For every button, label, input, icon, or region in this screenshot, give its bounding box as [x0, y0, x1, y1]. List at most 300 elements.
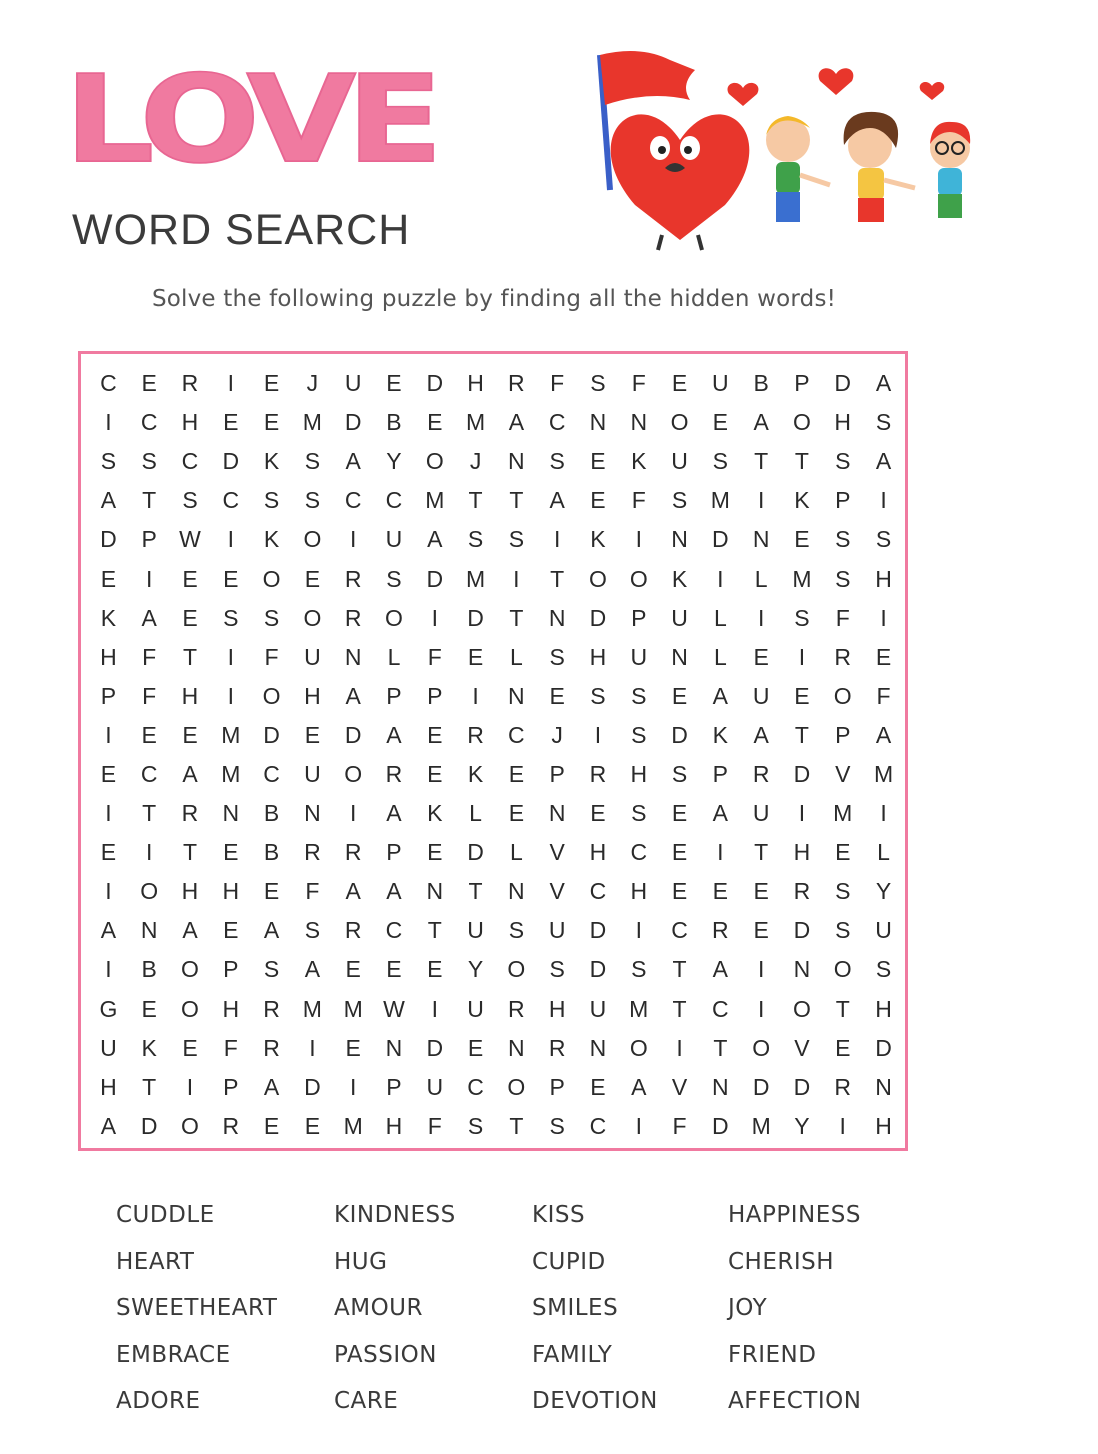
grid-cell[interactable]: V — [794, 1034, 810, 1061]
grid-cell[interactable]: D — [589, 956, 607, 983]
grid-cell[interactable]: D — [712, 1112, 729, 1139]
grid-cell[interactable]: E — [263, 370, 280, 397]
grid-cell[interactable]: I — [349, 800, 357, 827]
grid-cell[interactable]: A — [508, 409, 525, 436]
grid-cell[interactable]: P — [835, 487, 851, 514]
grid-cell[interactable]: N — [140, 917, 158, 944]
grid-cell[interactable]: D — [304, 1073, 321, 1100]
grid-cell[interactable]: B — [141, 956, 157, 983]
grid-cell[interactable]: S — [631, 800, 647, 827]
grid-cell[interactable]: R — [589, 760, 607, 787]
grid-cell[interactable]: S — [671, 487, 688, 514]
grid-cell[interactable]: N — [426, 878, 444, 905]
grid-cell[interactable]: K — [141, 1034, 157, 1061]
grid-cell[interactable]: C — [222, 487, 240, 514]
grid-cell[interactable]: I — [757, 487, 765, 514]
grid-cell[interactable]: I — [513, 565, 520, 592]
grid-cell[interactable]: T — [754, 448, 769, 475]
grid-cell[interactable]: C — [548, 409, 566, 436]
grid-cell[interactable]: C — [344, 487, 362, 514]
grid-cell[interactable]: D — [793, 1073, 811, 1100]
grid-cell[interactable]: A — [712, 682, 729, 709]
grid-cell[interactable]: N — [548, 604, 566, 631]
grid-cell[interactable]: S — [223, 604, 239, 631]
grid-cell[interactable]: C — [385, 487, 403, 514]
grid-cell[interactable]: I — [757, 956, 765, 983]
grid-cell[interactable]: H — [181, 878, 199, 905]
grid-cell[interactable]: F — [427, 643, 442, 670]
grid-cell[interactable]: P — [794, 370, 810, 397]
grid-cell[interactable]: M — [221, 760, 241, 787]
grid-cell[interactable]: O — [793, 409, 811, 436]
grid-cell[interactable]: N — [671, 526, 688, 553]
grid-cell[interactable]: B — [263, 839, 280, 866]
grid-cell[interactable]: R — [222, 1112, 240, 1139]
grid-cell[interactable]: E — [304, 565, 321, 592]
grid-cell[interactable]: S — [263, 956, 280, 983]
grid-cell[interactable]: U — [467, 917, 484, 944]
grid-cell[interactable]: E — [671, 370, 688, 397]
grid-cell[interactable]: H — [630, 878, 648, 905]
grid-cell[interactable]: O — [181, 956, 199, 983]
grid-cell[interactable]: K — [712, 721, 729, 748]
grid-cell[interactable]: T — [713, 1034, 728, 1061]
grid-cell[interactable]: E — [590, 1073, 606, 1100]
grid-cell[interactable]: E — [304, 1112, 321, 1139]
grid-cell[interactable]: T — [468, 487, 483, 514]
grid-cell[interactable]: A — [753, 721, 769, 748]
grid-cell[interactable]: E — [835, 839, 851, 866]
grid-cell[interactable]: E — [671, 839, 688, 866]
grid-cell[interactable]: L — [509, 839, 523, 866]
grid-cell[interactable]: S — [835, 565, 851, 592]
grid-cell[interactable]: S — [590, 682, 606, 709]
grid-cell[interactable]: C — [630, 839, 648, 866]
grid-cell[interactable]: K — [794, 487, 810, 514]
grid-cell[interactable]: S — [304, 917, 321, 944]
grid-cell[interactable]: C — [671, 917, 688, 944]
grid-cell[interactable]: U — [304, 760, 321, 787]
grid-cell[interactable]: I — [553, 526, 561, 553]
grid-cell[interactable]: P — [141, 526, 157, 553]
grid-cell[interactable]: C — [589, 878, 607, 905]
grid-cell[interactable]: I — [105, 721, 112, 748]
grid-cell[interactable]: S — [182, 487, 198, 514]
grid-cell[interactable]: T — [509, 1112, 524, 1139]
grid-cell[interactable]: O — [629, 1034, 648, 1061]
grid-cell[interactable]: P — [100, 682, 117, 709]
grid-cell[interactable]: H — [589, 839, 607, 866]
grid-cell[interactable]: O — [629, 565, 648, 592]
grid-cell[interactable]: A — [386, 721, 402, 748]
grid-cell[interactable]: E — [753, 878, 769, 905]
grid-cell[interactable]: F — [142, 682, 157, 709]
grid-cell[interactable]: R — [548, 1034, 566, 1061]
grid-cell[interactable]: L — [877, 839, 890, 866]
grid-cell[interactable]: O — [793, 995, 811, 1022]
grid-cell[interactable]: T — [182, 643, 198, 670]
grid-cell[interactable]: R — [834, 1073, 852, 1100]
grid-cell[interactable]: R — [181, 370, 199, 397]
grid-cell[interactable]: A — [100, 917, 117, 944]
grid-cell[interactable]: S — [835, 917, 851, 944]
grid-cell[interactable]: C — [589, 1112, 607, 1139]
grid-cell[interactable]: N — [875, 1073, 892, 1100]
grid-cell[interactable]: A — [386, 800, 402, 827]
grid-cell[interactable]: Y — [794, 1112, 810, 1139]
grid-cell[interactable]: F — [142, 643, 157, 670]
grid-cell[interactable]: P — [549, 1073, 565, 1100]
grid-cell[interactable]: S — [386, 565, 402, 592]
grid-cell[interactable]: E — [427, 839, 443, 866]
grid-cell[interactable]: O — [181, 1112, 199, 1139]
grid-cell[interactable]: R — [467, 721, 484, 748]
grid-cell[interactable]: I — [839, 1112, 846, 1139]
grid-cell[interactable]: V — [671, 1073, 688, 1100]
grid-cell[interactable]: O — [262, 565, 281, 592]
grid-cell[interactable]: U — [752, 800, 770, 827]
grid-cell[interactable]: D — [671, 721, 688, 748]
grid-cell[interactable]: U — [752, 682, 770, 709]
grid-cell[interactable]: P — [631, 604, 647, 631]
grid-cell[interactable]: M — [343, 1112, 363, 1139]
grid-cell[interactable]: E — [100, 565, 117, 592]
grid-cell[interactable]: P — [386, 1073, 402, 1100]
grid-cell[interactable]: K — [263, 526, 280, 553]
grid-cell[interactable]: I — [431, 995, 438, 1022]
grid-cell[interactable]: M — [792, 565, 812, 592]
grid-cell[interactable]: T — [754, 839, 769, 866]
grid-cell[interactable]: E — [671, 800, 688, 827]
grid-cell[interactable]: N — [508, 448, 525, 475]
grid-cell[interactable]: H — [467, 370, 484, 397]
grid-cell[interactable]: G — [99, 995, 118, 1022]
grid-cell[interactable]: C — [140, 409, 158, 436]
grid-cell[interactable]: H — [834, 409, 852, 436]
grid-cell[interactable]: E — [794, 682, 810, 709]
grid-cell[interactable]: K — [590, 526, 606, 553]
grid-cell[interactable]: P — [386, 839, 402, 866]
grid-cell[interactable]: A — [263, 1073, 280, 1100]
grid-cell[interactable]: F — [264, 643, 279, 670]
grid-cell[interactable]: E — [182, 721, 198, 748]
grid-cell[interactable]: S — [467, 526, 484, 553]
grid-cell[interactable]: O — [752, 1034, 771, 1061]
grid-cell[interactable]: F — [631, 487, 646, 514]
grid-cell[interactable]: H — [589, 643, 607, 670]
grid-cell[interactable]: I — [717, 839, 724, 866]
grid-cell[interactable]: H — [385, 1112, 403, 1139]
grid-cell[interactable]: O — [344, 760, 363, 787]
grid-cell[interactable]: L — [469, 800, 482, 827]
grid-cell[interactable]: D — [344, 721, 362, 748]
grid-cell[interactable]: I — [798, 643, 806, 670]
grid-cell[interactable]: I — [227, 526, 234, 553]
grid-cell[interactable]: I — [146, 839, 153, 866]
grid-cell[interactable]: T — [142, 487, 157, 514]
grid-cell[interactable]: J — [469, 448, 482, 475]
grid-cell[interactable]: S — [712, 448, 729, 475]
grid-cell[interactable]: O — [589, 565, 607, 592]
grid-cell[interactable]: E — [671, 878, 688, 905]
grid-cell[interactable]: U — [304, 643, 321, 670]
grid-cell[interactable]: I — [349, 1073, 357, 1100]
grid-cell[interactable]: Y — [386, 448, 402, 475]
grid-cell[interactable]: R — [752, 760, 770, 787]
grid-cell[interactable]: H — [222, 995, 240, 1022]
grid-cell[interactable]: I — [717, 565, 724, 592]
grid-cell[interactable]: D — [589, 604, 607, 631]
grid-cell[interactable]: M — [710, 487, 730, 514]
grid-cell[interactable]: E — [100, 839, 117, 866]
grid-cell[interactable]: N — [508, 1034, 525, 1061]
grid-cell[interactable]: H — [548, 995, 566, 1022]
grid-cell[interactable]: A — [712, 800, 729, 827]
grid-cell[interactable]: D — [752, 1073, 770, 1100]
grid-cell[interactable]: I — [146, 565, 153, 592]
grid-cell[interactable]: O — [833, 956, 852, 983]
grid-cell[interactable]: K — [100, 604, 117, 631]
grid-cell[interactable]: I — [594, 721, 602, 748]
grid-cell[interactable]: P — [223, 1073, 239, 1100]
grid-cell[interactable]: M — [873, 760, 894, 787]
grid-cell[interactable]: I — [105, 956, 112, 983]
grid-cell[interactable]: H — [793, 839, 811, 866]
grid-cell[interactable]: R — [344, 839, 362, 866]
grid-cell[interactable]: O — [425, 448, 444, 475]
grid-cell[interactable]: N — [630, 409, 648, 436]
grid-cell[interactable]: I — [635, 526, 642, 553]
grid-cell[interactable]: E — [835, 1034, 851, 1061]
grid-cell[interactable]: S — [508, 917, 525, 944]
grid-cell[interactable]: H — [875, 995, 892, 1022]
grid-cell[interactable]: R — [344, 604, 362, 631]
grid-cell[interactable]: U — [100, 1034, 117, 1061]
grid-cell[interactable]: K — [263, 448, 280, 475]
grid-cell[interactable]: A — [100, 1112, 117, 1139]
grid-cell[interactable]: M — [833, 800, 853, 827]
grid-cell[interactable]: R — [344, 565, 362, 592]
grid-cell[interactable]: M — [302, 409, 322, 436]
grid-cell[interactable]: F — [631, 370, 646, 397]
grid-cell[interactable]: H — [100, 1073, 117, 1100]
grid-cell[interactable]: H — [875, 565, 892, 592]
grid-cell[interactable]: O — [303, 526, 322, 553]
grid-cell[interactable]: P — [549, 760, 565, 787]
grid-cell[interactable]: E — [386, 956, 402, 983]
grid-cell[interactable]: S — [875, 526, 892, 553]
grid-cell[interactable]: S — [100, 448, 117, 475]
grid-cell[interactable]: A — [631, 1073, 647, 1100]
grid-cell[interactable]: E — [141, 721, 157, 748]
grid-cell[interactable]: E — [141, 370, 157, 397]
grid-cell[interactable]: E — [182, 565, 198, 592]
grid-cell[interactable]: I — [105, 800, 112, 827]
grid-cell[interactable]: I — [676, 1034, 683, 1061]
grid-cell[interactable]: E — [263, 1112, 280, 1139]
grid-cell[interactable]: A — [345, 878, 361, 905]
grid-cell[interactable]: I — [309, 1034, 316, 1061]
grid-cell[interactable]: S — [549, 448, 565, 475]
grid-cell[interactable]: U — [344, 370, 362, 397]
grid-cell[interactable]: I — [635, 1112, 642, 1139]
grid-cell[interactable]: U — [548, 917, 566, 944]
grid-cell[interactable]: T — [182, 839, 198, 866]
grid-cell[interactable]: S — [141, 448, 157, 475]
grid-cell[interactable]: E — [182, 1034, 198, 1061]
grid-cell[interactable]: T — [509, 487, 524, 514]
grid-cell[interactable]: I — [349, 526, 357, 553]
grid-cell[interactable]: F — [835, 604, 850, 631]
grid-cell[interactable]: W — [383, 995, 405, 1022]
grid-cell[interactable]: W — [179, 526, 201, 553]
grid-cell[interactable]: O — [262, 682, 281, 709]
grid-cell[interactable]: N — [793, 956, 811, 983]
grid-cell[interactable]: D — [263, 721, 280, 748]
grid-cell[interactable]: L — [509, 643, 523, 670]
grid-cell[interactable]: E — [508, 800, 525, 827]
grid-cell[interactable]: D — [426, 1034, 444, 1061]
grid-cell[interactable]: V — [835, 760, 851, 787]
grid-cell[interactable]: E — [794, 526, 810, 553]
grid-cell[interactable]: S — [835, 526, 851, 553]
grid-cell[interactable]: H — [100, 643, 117, 670]
grid-cell[interactable]: U — [467, 995, 484, 1022]
grid-cell[interactable]: F — [672, 1112, 687, 1139]
grid-cell[interactable]: O — [140, 878, 159, 905]
grid-cell[interactable]: E — [549, 682, 565, 709]
grid-cell[interactable]: K — [427, 800, 443, 827]
grid-cell[interactable]: U — [385, 526, 403, 553]
grid-cell[interactable]: E — [263, 409, 280, 436]
grid-cell[interactable]: R — [508, 370, 525, 397]
grid-cell[interactable]: E — [508, 760, 525, 787]
grid-cell[interactable]: A — [263, 917, 280, 944]
grid-cell[interactable]: I — [227, 370, 234, 397]
grid-cell[interactable]: S — [549, 956, 565, 983]
grid-cell[interactable]: E — [100, 760, 117, 787]
grid-cell[interactable]: S — [875, 409, 892, 436]
grid-cell[interactable]: C — [181, 448, 199, 475]
grid-cell[interactable]: A — [549, 487, 565, 514]
grid-cell[interactable]: T — [794, 721, 809, 748]
grid-cell[interactable]: S — [590, 370, 606, 397]
grid-cell[interactable]: J — [306, 370, 319, 397]
grid-cell[interactable]: R — [344, 917, 362, 944]
grid-cell[interactable]: S — [875, 956, 892, 983]
grid-cell[interactable]: S — [263, 487, 280, 514]
grid-cell[interactable]: E — [223, 565, 239, 592]
grid-cell[interactable]: D — [344, 409, 362, 436]
grid-cell[interactable]: O — [303, 604, 322, 631]
grid-cell[interactable]: H — [181, 409, 199, 436]
grid-cell[interactable]: D — [793, 760, 811, 787]
grid-cell[interactable]: N — [344, 643, 362, 670]
grid-cell[interactable]: T — [672, 995, 687, 1022]
grid-cell[interactable]: N — [222, 800, 240, 827]
grid-cell[interactable]: V — [549, 878, 565, 905]
grid-cell[interactable]: P — [427, 682, 443, 709]
grid-cell[interactable]: F — [223, 1034, 238, 1061]
grid-cell[interactable]: Y — [467, 956, 484, 983]
grid-cell[interactable]: E — [875, 643, 892, 670]
grid-cell[interactable]: R — [712, 917, 729, 944]
grid-cell[interactable]: I — [880, 800, 887, 827]
grid-cell[interactable]: H — [222, 878, 240, 905]
grid-cell[interactable]: T — [142, 1073, 157, 1100]
grid-cell[interactable]: T — [427, 917, 442, 944]
grid-cell[interactable]: D — [467, 839, 484, 866]
grid-cell[interactable]: U — [671, 448, 688, 475]
grid-cell[interactable]: I — [105, 409, 112, 436]
grid-cell[interactable]: I — [431, 604, 438, 631]
grid-cell[interactable]: E — [427, 409, 443, 436]
grid-cell[interactable]: R — [834, 643, 852, 670]
grid-cell[interactable]: A — [386, 878, 402, 905]
grid-cell[interactable]: N — [712, 1073, 729, 1100]
grid-cell[interactable]: H — [181, 682, 199, 709]
grid-cell[interactable]: E — [427, 760, 443, 787]
grid-cell[interactable]: T — [468, 878, 483, 905]
grid-cell[interactable]: E — [753, 917, 769, 944]
grid-cell[interactable]: D — [426, 565, 444, 592]
grid-cell[interactable]: N — [508, 878, 525, 905]
grid-cell[interactable]: R — [304, 839, 321, 866]
grid-cell[interactable]: C — [467, 1073, 484, 1100]
grid-cell[interactable]: D — [100, 526, 117, 553]
grid-cell[interactable]: P — [386, 682, 402, 709]
grid-cell[interactable]: J — [551, 721, 563, 748]
grid-cell[interactable]: O — [833, 682, 852, 709]
grid-cell[interactable]: A — [875, 370, 892, 397]
grid-cell[interactable]: E — [263, 878, 280, 905]
grid-cell[interactable]: F — [305, 878, 320, 905]
grid-cell[interactable]: E — [590, 448, 606, 475]
grid-cell[interactable]: F — [876, 682, 891, 709]
grid-cell[interactable]: A — [182, 917, 198, 944]
grid-cell[interactable]: A — [304, 956, 321, 983]
grid-cell[interactable]: C — [712, 995, 729, 1022]
grid-cell[interactable]: I — [227, 682, 234, 709]
grid-cell[interactable]: C — [263, 760, 280, 787]
grid-cell[interactable]: S — [549, 643, 565, 670]
grid-cell[interactable]: A — [345, 682, 361, 709]
grid-cell[interactable]: M — [302, 995, 322, 1022]
grid-cell[interactable]: A — [182, 760, 198, 787]
grid-cell[interactable]: A — [875, 721, 892, 748]
grid-cell[interactable]: M — [425, 487, 445, 514]
grid-cell[interactable]: I — [757, 995, 765, 1022]
grid-cell[interactable]: S — [263, 604, 280, 631]
grid-cell[interactable]: O — [385, 604, 403, 631]
grid-cell[interactable]: M — [751, 1112, 771, 1139]
grid-cell[interactable]: T — [509, 604, 524, 631]
grid-cell[interactable]: D — [222, 448, 240, 475]
grid-cell[interactable]: P — [223, 956, 239, 983]
grid-cell[interactable]: E — [712, 878, 729, 905]
grid-cell[interactable]: D — [793, 917, 811, 944]
grid-cell[interactable]: N — [548, 800, 566, 827]
grid-cell[interactable]: T — [550, 565, 565, 592]
grid-cell[interactable]: I — [227, 643, 234, 670]
grid-cell[interactable]: E — [467, 643, 484, 670]
grid-cell[interactable]: R — [508, 995, 525, 1022]
grid-cell[interactable]: O — [181, 995, 199, 1022]
grid-cell[interactable]: R — [263, 995, 280, 1022]
grid-cell[interactable]: D — [426, 370, 444, 397]
grid-cell[interactable]: N — [589, 1034, 607, 1061]
grid-cell[interactable]: I — [105, 878, 112, 905]
